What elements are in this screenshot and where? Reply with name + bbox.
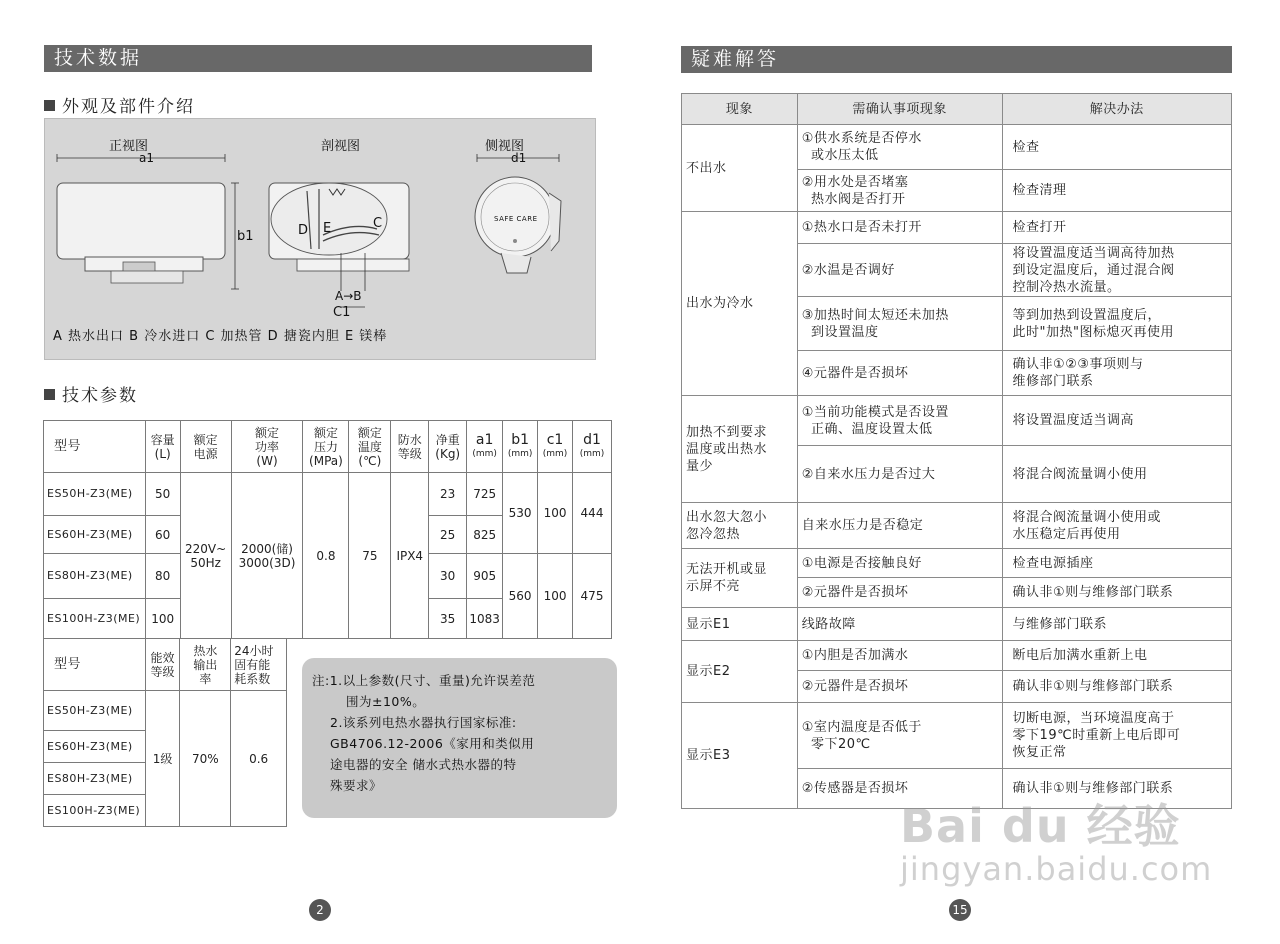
- header-capacity: 容量 (L): [145, 421, 180, 473]
- header-power-source: 额定 电源: [180, 421, 231, 473]
- part-e-label: E: [323, 221, 332, 236]
- solution-cell: 检查清理: [1002, 170, 1231, 212]
- table-row: [682, 608, 1232, 641]
- model-cell: ES60H-Z3(ME): [44, 731, 146, 763]
- solution-cell: 将混合阀流量调小使用: [1002, 446, 1231, 503]
- table-row: [682, 396, 1232, 446]
- check-cell: ②用水处是否堵塞 热水阀是否打开: [797, 170, 1002, 212]
- header-d1-text: d1: [583, 431, 601, 448]
- power-source-cell: 220V~ 50Hz: [180, 473, 231, 639]
- grade-cell: 1级: [145, 691, 180, 827]
- section-title-tech-data: 技术数据: [44, 45, 592, 72]
- inlet-outlet-label: A→B: [335, 289, 362, 303]
- header-solution: 解决办法: [1002, 94, 1231, 125]
- phenomenon-cell: 不出水: [682, 125, 798, 212]
- header-phenomenon: 现象: [682, 94, 798, 125]
- watermark-url: jingyan.baidu.com: [900, 850, 1213, 888]
- solution-cell: 确认非①②③事项则与 维修部门联系: [1002, 351, 1231, 396]
- phenomenon-cell: 出水为冷水: [682, 212, 798, 396]
- capacity-cell: 60: [145, 516, 180, 554]
- header-output: 热水 输出 率: [180, 639, 231, 691]
- phenomenon-cell: 加热不到要求 温度或出热水 量少: [682, 396, 798, 503]
- loss-cell: 0.6: [231, 691, 287, 827]
- part-d-label: D: [298, 223, 309, 238]
- model-cell: ES80H-Z3(ME): [44, 554, 146, 599]
- header-power: 额定 功率 (W): [231, 421, 303, 473]
- solution-cell: 确认非①则与维修部门联系: [1002, 671, 1231, 703]
- check-cell: ②自来水压力是否过大: [797, 446, 1002, 503]
- check-cell: ④元器件是否损坏: [797, 351, 1002, 396]
- table-row: [682, 125, 1232, 170]
- dim-d1-label: d1: [511, 151, 527, 165]
- header-a1-text: a1: [475, 431, 494, 448]
- check-cell: ①供水系统是否停水 或水压太低: [797, 125, 1002, 170]
- efficiency-table: [43, 638, 287, 827]
- weight-cell: 35: [429, 599, 467, 639]
- solution-cell: 断电后加满水重新上电: [1002, 641, 1231, 671]
- dim-a1-label: a1: [139, 151, 154, 165]
- model-cell: ES80H-Z3(ME): [44, 763, 146, 795]
- c1-cell: 100: [538, 554, 573, 639]
- troubleshooting-body: [682, 125, 1232, 809]
- dim-c1-label: C1: [333, 305, 351, 320]
- troubleshooting-table: [681, 93, 1232, 809]
- check-cell: ①当前功能模式是否设置 正确、温度设置太低: [797, 396, 1002, 446]
- note-line: 途电器的安全 储水式热水器的特: [330, 757, 517, 772]
- phenomenon-cell: 显示E2: [682, 641, 798, 703]
- check-cell: 线路故障: [797, 608, 1002, 641]
- table-row: [44, 473, 612, 516]
- capacity-cell: 80: [145, 554, 180, 599]
- check-cell: ①热水口是否未打开: [797, 212, 1002, 244]
- note-line: 注:1.以上参数(尺寸、重量)允许误差范: [312, 673, 536, 688]
- header-c1: [538, 421, 573, 473]
- table-row: [682, 503, 1232, 549]
- check-cell: ②元器件是否损坏: [797, 578, 1002, 608]
- weight-cell: 25: [429, 516, 467, 554]
- model-cell: ES100H-Z3(ME): [44, 795, 146, 827]
- efficiency-header-row: [44, 639, 287, 691]
- troubleshooting-header-row: [682, 94, 1232, 125]
- solution-cell: 检查打开: [1002, 212, 1231, 244]
- solution-cell: 将混合阀流量调小使用或 水压稳定后再使用: [1002, 503, 1231, 549]
- front-view-label: 正视图: [109, 139, 149, 154]
- tech-header-row: [44, 421, 612, 473]
- phenomenon-cell: 显示E1: [682, 608, 798, 641]
- parts-legend: A 热水出口 B 冷水进口 C 加热管 D 搪瓷内胆 E 镁棒: [53, 329, 388, 344]
- phenomenon-cell: 出水忽大忽小 忽冷忽热: [682, 503, 798, 549]
- header-d1: [573, 421, 612, 473]
- part-c-label: C: [373, 216, 383, 231]
- section-view-label: 剖视图: [321, 139, 361, 154]
- check-cell: 自来水压力是否稳定: [797, 503, 1002, 549]
- dim-b1-label: b1: [237, 229, 254, 244]
- model-cell: ES100H-Z3(ME): [44, 599, 146, 639]
- header-waterproof: 防水 等级: [391, 421, 429, 473]
- tech-params-heading: [44, 381, 138, 406]
- table-row: [682, 641, 1232, 671]
- a1-cell: 1083: [467, 599, 503, 639]
- check-cell: ①电源是否接触良好: [797, 549, 1002, 578]
- output-cell: 70%: [180, 691, 231, 827]
- solution-cell: 检查: [1002, 125, 1231, 170]
- note-line: 2.该系列电热水器执行国家标准:: [330, 715, 517, 730]
- weight-cell: 23: [429, 473, 467, 516]
- solution-cell: 将设置温度适当调高: [1002, 396, 1231, 446]
- model-cell: ES60H-Z3(ME): [44, 516, 146, 554]
- solution-cell: 等到加热到设置温度后， 此时"加热"图标熄灭再使用: [1002, 297, 1231, 351]
- capacity-cell: 100: [145, 599, 180, 639]
- header-pressure: 额定 压力 (MPa): [303, 421, 349, 473]
- header-model: 型号: [44, 639, 146, 691]
- solution-cell: 切断电源，当环境温度高于 零下19℃时重新上电后即可 恢复正常: [1002, 703, 1231, 769]
- table-row: [682, 212, 1232, 244]
- header-unit: (mm): [579, 448, 605, 459]
- header-c1-text: c1: [546, 431, 564, 448]
- b1-cell: 560: [503, 554, 538, 639]
- page-number: 15: [949, 899, 971, 921]
- square-bullet-icon: [44, 389, 55, 400]
- tech-params-table: [43, 420, 612, 639]
- section-title-troubleshooting: 疑难解答: [681, 46, 1232, 73]
- d1-cell: 444: [573, 473, 612, 554]
- a1-cell: 905: [467, 554, 503, 599]
- appearance-figure: [44, 118, 596, 360]
- table-row: [682, 703, 1232, 769]
- check-cell: ②元器件是否损坏: [797, 671, 1002, 703]
- note-line: 围为±10%。: [346, 694, 426, 709]
- c1-cell: 100: [538, 473, 573, 554]
- header-b1: [503, 421, 538, 473]
- temp-cell: 75: [349, 473, 391, 639]
- check-cell: ②传感器是否损坏: [797, 769, 1002, 809]
- notes-box: [302, 658, 617, 818]
- side-view-label: 侧视图: [485, 139, 525, 154]
- phenomenon-cell: 显示E3: [682, 703, 798, 809]
- appearance-drawing: [45, 149, 597, 349]
- check-cell: ③加热时间太短还未加热 到设置温度: [797, 297, 1002, 351]
- check-cell: ①室内温度是否低于 零下20℃: [797, 703, 1002, 769]
- header-unit: (mm): [507, 448, 533, 459]
- header-model: 型号: [44, 421, 146, 473]
- header-weight: 净重 (Kg): [429, 421, 467, 473]
- table-row: [44, 691, 287, 731]
- d1-cell: 475: [573, 554, 612, 639]
- square-bullet-icon: [44, 100, 55, 111]
- solution-cell: 确认非①则与维修部门联系: [1002, 769, 1231, 809]
- header-grade: 能效 等级: [145, 639, 180, 691]
- brand-text: SAFE CARE: [494, 215, 538, 223]
- model-cell: ES50H-Z3(ME): [44, 691, 146, 731]
- b1-cell: 530: [503, 473, 538, 554]
- appearance-heading: [44, 92, 195, 117]
- check-cell: ②水温是否调好: [797, 244, 1002, 297]
- header-unit: (mm): [472, 448, 497, 459]
- solution-cell: 确认非①则与维修部门联系: [1002, 578, 1231, 608]
- appearance-heading-text: 外观及部件介绍: [62, 97, 195, 117]
- phenomenon-cell: 无法开机或显 示屏不亮: [682, 549, 798, 608]
- tech-params-heading-text: 技术参数: [62, 386, 138, 406]
- header-temp: 额定 温度 (℃): [349, 421, 391, 473]
- header-unit: (mm): [542, 448, 568, 459]
- capacity-cell: 50: [145, 473, 180, 516]
- model-cell: ES50H-Z3(ME): [44, 473, 146, 516]
- weight-cell: 30: [429, 554, 467, 599]
- header-b1-text: b1: [511, 431, 529, 448]
- waterproof-cell: IPX4: [391, 473, 429, 639]
- watermark-logo: Bai du 经验: [900, 799, 1181, 853]
- right-page: [640, 0, 1280, 944]
- solution-cell: 将设置温度适当调高待加热 到设定温度后，通过混合阀 控制冷热水流量。: [1002, 244, 1231, 297]
- solution-cell: 与维修部门联系: [1002, 608, 1231, 641]
- page-number: 2: [309, 899, 331, 921]
- a1-cell: 825: [467, 516, 503, 554]
- note-line: 殊要求》: [330, 778, 383, 793]
- note-line: GB4706.12-2006《家用和类似用: [330, 736, 535, 751]
- pressure-cell: 0.8: [303, 473, 349, 639]
- check-cell: ①内胆是否加满水: [797, 641, 1002, 671]
- solution-cell: 检查电源插座: [1002, 549, 1231, 578]
- header-a1: [467, 421, 503, 473]
- header-loss: 24小时 固有能 耗系数: [231, 639, 287, 691]
- a1-cell: 725: [467, 473, 503, 516]
- header-check: 需确认事项现象: [797, 94, 1002, 125]
- table-row: [682, 549, 1232, 578]
- power-cell: 2000(储) 3000(3D): [231, 473, 303, 639]
